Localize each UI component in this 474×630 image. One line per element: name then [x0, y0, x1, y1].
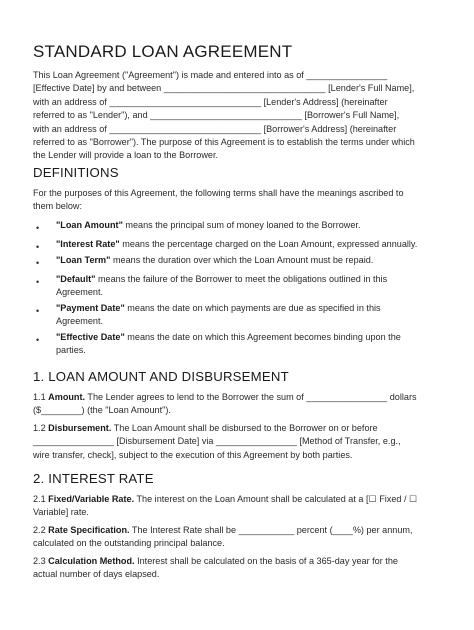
bullet-icon: •: [36, 306, 40, 316]
definition-term: "Effective Date": [56, 332, 125, 342]
bullet-icon: •: [36, 223, 40, 233]
clause-label: Fixed/Variable Rate.: [48, 494, 135, 504]
intro-line: referred to as "Borrower"). The purpose of this Agreement is to establish the terms under which: [33, 137, 415, 148]
definition-item: "Default" means the failure of the Borrower to meet the obligations outlined in this Agreement.: [56, 274, 388, 298]
clause-2-1: 2.1 Fixed/Variable Rate. The interest on the Loan Amount shall be calculated at a [☐ Fixed / ☐ Variable] rate.: [33, 494, 418, 518]
clause-2-2: 2.2 Rate Specification. The Interest Rate shall be ___________ percent (____%) per annum, calculated on the outstanding principal balance.: [33, 525, 413, 549]
definitions-heading: DEFINITIONS: [33, 165, 119, 180]
bullet-icon: •: [36, 277, 40, 287]
clause-label: Rate Specification.: [48, 525, 130, 535]
definition-item: "Loan Amount" means the principal sum of money loaned to the Borrower.: [56, 220, 361, 230]
clause-label: Calculation Method.: [48, 556, 135, 566]
definition-term: "Payment Date": [56, 303, 125, 313]
bullet-icon: •: [36, 335, 40, 345]
intro-line: [Effective Date] by and between ________________________________ [Lender's Full Name],: [33, 83, 415, 94]
clause-1-2: 1.2 Disbursement. The Loan Amount shall be disbursed to the Borrower on or before ________________ [Disbursement Date] via ________________ [Method of Transfer, e.g., wire transfer, check], subject to the execution of this Agreement by both parties.: [33, 423, 401, 460]
definition-term: "Loan Amount": [56, 220, 123, 230]
definitions-intro: For the purposes of this Agreement, the following terms shall have the meanings ascribed to them below:: [33, 188, 404, 212]
intro-line: with an address of ______________________________ [Borrower's Address] (hereinafter: [33, 123, 397, 134]
intro-paragraph: [33, 69, 445, 163]
definition-item: "Loan Term" means the duration over which the Loan Amount must be repaid.: [56, 255, 374, 265]
section-2-heading: 2. INTEREST RATE: [33, 471, 154, 486]
intro-line: This Loan Agreement ("Agreement") is made and entered into as of ________________: [33, 70, 388, 80]
definition-item: "Interest Rate" means the percentage charged on the Loan Amount, expressed annually.: [56, 239, 418, 249]
definition-term: "Interest Rate": [56, 239, 120, 249]
definition-item: "Payment Date" means the date on which payments are due as specified in this Agreement.: [56, 303, 381, 327]
intro-line: with an address of ______________________________ [Lender's Address] (hereinafter: [33, 96, 388, 107]
definition-term: "Default": [56, 274, 96, 284]
section-1-heading: 1. LOAN AMOUNT AND DISBURSEMENT: [33, 369, 289, 384]
definition-term: "Loan Term": [56, 255, 111, 265]
clause-label: Amount.: [48, 392, 86, 402]
intro-line: the Lender will provide a loan to the Borrower.: [33, 150, 219, 161]
clause-1-1: 1.1 Amount. The Lender agrees to lend to the Borrower the sum of ________________ dollars ($________) (the "Loan Amount").: [33, 392, 417, 416]
clause-2-3: 2.3 Calculation Method. Interest shall be calculated on the basis of a 365-day year for the actual number of days elapsed.: [33, 556, 398, 580]
document-title: STANDARD LOAN AGREEMENT: [33, 42, 293, 61]
intro-line: referred to as "Lender"), and ______________________________ [Borrower's Full Name],: [33, 110, 400, 121]
definition-item: "Effective Date" means the date on which this Agreement becomes binding upon the parties.: [56, 332, 401, 356]
bullet-icon: •: [36, 258, 40, 268]
bullet-icon: •: [36, 242, 40, 252]
clause-label: Disbursement.: [48, 423, 112, 433]
